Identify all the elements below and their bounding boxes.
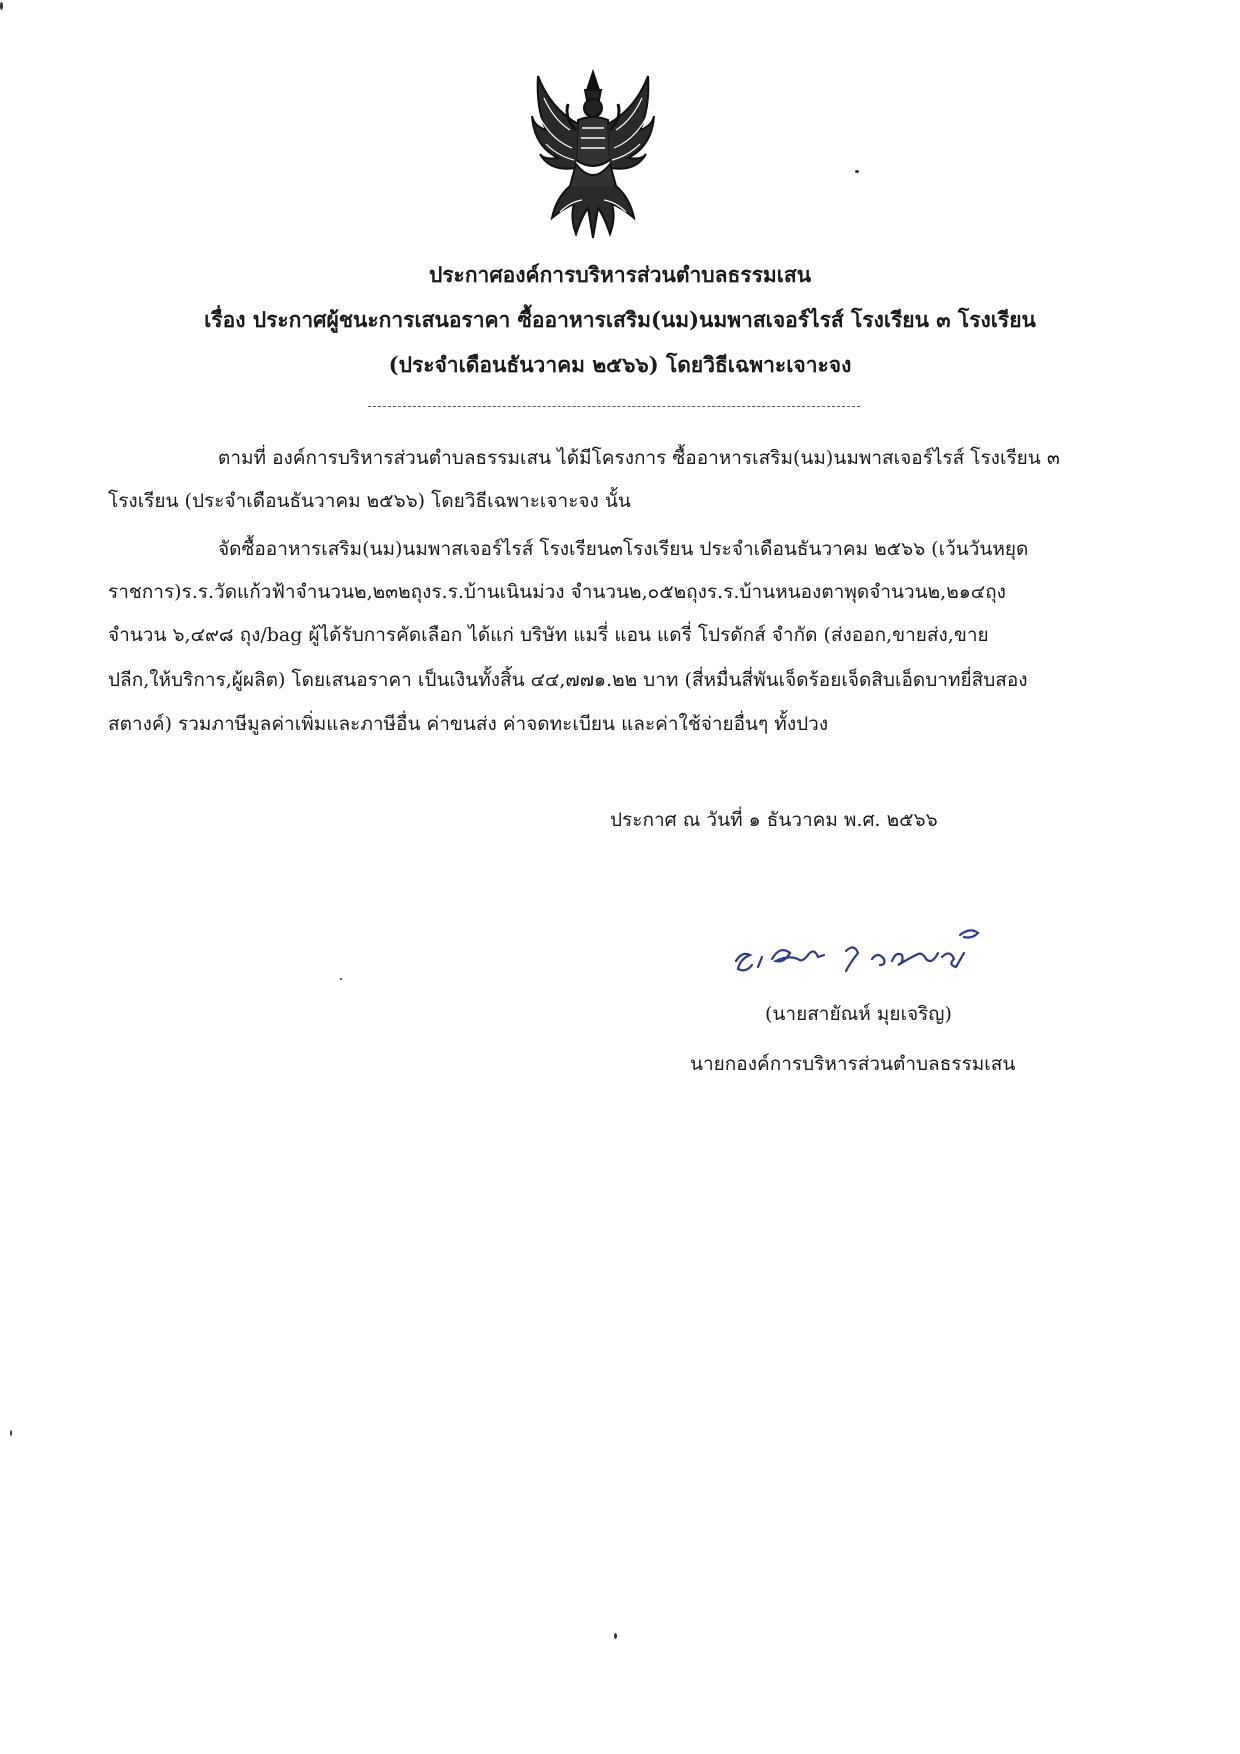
paragraph-2-line-1: จัดซื้ออาหารเสริม(นม)นมพาสเจอร์ไรส์ โรงเรียน๓โรงเรียน ประจำเดือนธันวาคม ๒๕๖๖ (เว้นวันหยุด [218,538,1029,560]
announcement-date: ประกาศ ณ วันที่ ๑ ธันวาคม พ.ศ. ๒๕๖๖ [610,809,938,831]
scan-speck [10,1430,12,1436]
paragraph-2-line-4: ปลีก,ให้บริการ,ผู้ผลิต) โดยเสนอราคา เป็นเงินทั้งสิ้น ๔๔,๗๗๑.๒๒ บาท (สี่หมื่นสี่พันเจ็ดร้อยเจ็ดสิบเอ็ดบาทยี่สิบสอง [108,669,1028,691]
announcement-title: ประกาศองค์การบริหารส่วนตำบลธรรมเสน [428,262,812,287]
paragraph-2-line-3: จำนวน ๖,๔๙๘ ถุง/bag ผู้ได้รับการคัดเลือก ได้แก่ บริษัท แมรี่ แอน แดรี่ โปรดักส์ จำกัด (ส่งออก,ขายส่ง,ขาย [108,624,989,646]
scan-speck [340,978,342,980]
signer-name: (นายสายัณห์ มุยเจริญ) [765,1003,952,1025]
handwritten-signature-icon [728,915,998,985]
paragraph-1-line-1: ตามที่ องค์การบริหารส่วนตำบลธรรมเสน ได้มีโครงการ ซื้ออาหารเสริม(นม)นมพาสเจอร์ไรส์ โรงเรียน ๓ [218,447,1060,469]
paragraph-1-line-2: โรงเรียน (ประจำเดือนธันวาคม ๒๕๖๖) โดยวิธีเฉพาะเจาะจง นั้น [108,490,631,512]
scan-speck [0,2,3,10]
scan-speck [614,1633,617,1639]
announcement-subject: เรื่อง ประกาศผู้ชนะการเสนอราคา ซื้ออาหารเสริม(นม)นมพาสเจอร์ไรส์ โรงเรียน ๓ โรงเรียน [204,307,1036,332]
announcement-subject-cont: (ประจำเดือนธันวาคม ๒๕๖๖) โดยวิธีเฉพาะเจาะจง [388,352,852,377]
paragraph-2-line-2: ราชการ)ร.ร.วัดแก้วฟ้าจำนวน๒,๒๓๒ถุงร.ร.บ้านเนินม่วง จำนวน๒,๐๕๒ถุงร.ร.บ้านหนองตาพุดจำนวน๒,๒๑๔ถุง [108,581,1006,603]
dashed-divider [368,406,860,407]
garuda-emblem-icon [530,68,656,242]
scan-speck [855,170,859,173]
signer-position: นายกองค์การบริหารส่วนตำบลธรรมเสน [690,1053,1016,1075]
paragraph-2-line-5: สตางค์) รวมภาษีมูลค่าเพิ่มและภาษีอื่น ค่าขนส่ง ค่าจดทะเบียน และค่าใช้จ่ายอื่นๆ ทั้งปวง [108,713,829,735]
